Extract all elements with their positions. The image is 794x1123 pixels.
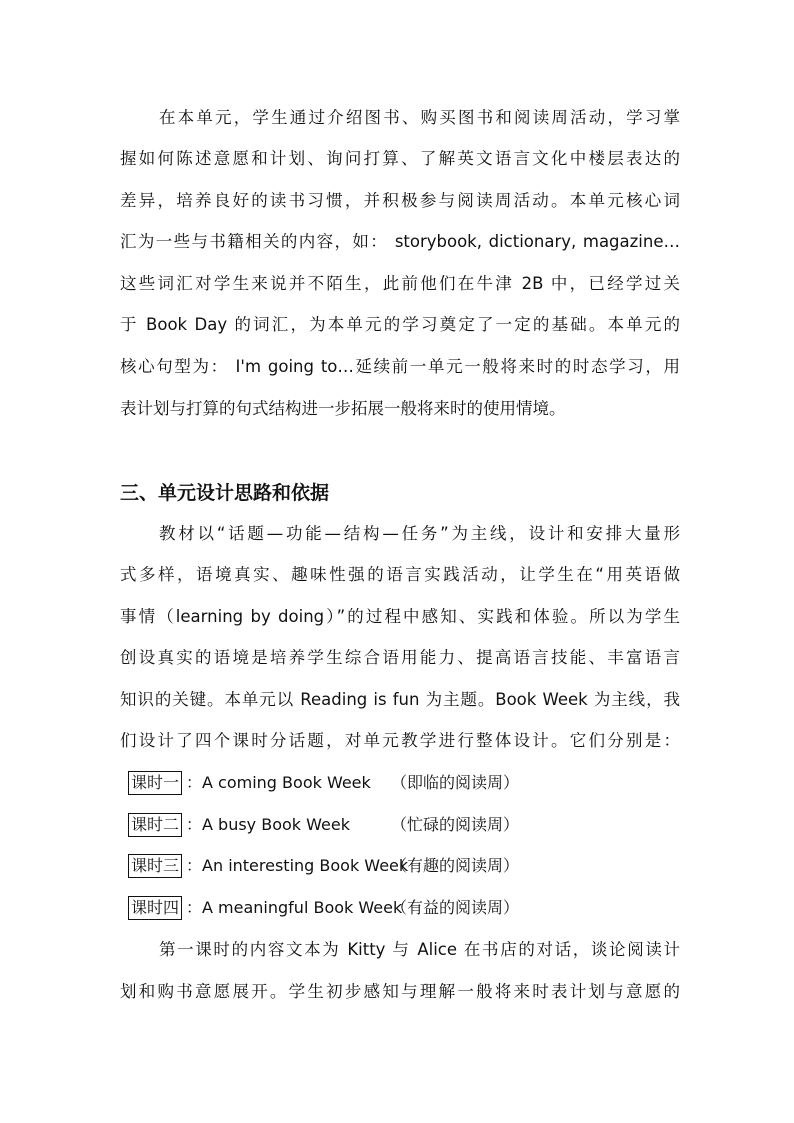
lesson-label: 课时一 bbox=[128, 771, 182, 795]
lesson-title: ：A busy Book Week bbox=[186, 815, 350, 834]
lesson-item bbox=[128, 896, 519, 920]
paragraph2-line: 们设计了四个课时分话题，对单元教学进行整体设计。它们分别是： bbox=[120, 731, 680, 750]
paragraph1-line: 于 Book Day 的词汇，为本单元的学习奠定了一定的基础。本单元的 bbox=[120, 315, 680, 334]
paragraph1-line: 这些词汇对学生来说并不陌生，此前他们在牛津 2B 中，已经学过关 bbox=[120, 274, 680, 293]
paragraph1-line: 在本单元，学生通过介绍图书、购买图书和阅读周活动，学习掌 bbox=[159, 108, 680, 127]
lesson-item bbox=[128, 771, 519, 795]
lesson-label: 课时四 bbox=[128, 896, 182, 920]
paragraph1-line: 表计划与打算的句式结构进一步拓展一般将来时的使用情境。 bbox=[120, 399, 566, 418]
lesson-title: ：A coming Book Week bbox=[186, 773, 371, 792]
paragraph2-line: 事情（learning by doing）”的过程中感知、实践和体验。所以为学生 bbox=[120, 607, 680, 626]
paragraph1-line: 握如何陈述意愿和计划、询问打算、了解英文语言文化中楼层表达的 bbox=[120, 149, 680, 168]
lesson-label: 课时三 bbox=[128, 854, 182, 878]
lesson-chinese: （即临的阅读周） bbox=[391, 773, 520, 792]
section-heading: 三、单元设计思路和依据 bbox=[120, 482, 330, 504]
paragraph2-line: 教材以“话题—功能—结构—任务”为主线，设计和安排大量形 bbox=[159, 524, 680, 543]
lesson-label: 课时二 bbox=[128, 813, 182, 837]
lesson-title: ：An interesting Book Week bbox=[186, 856, 409, 875]
lesson-item bbox=[128, 813, 519, 837]
lesson-title: ：A meaningful Book Week bbox=[186, 898, 403, 917]
paragraph2-line: 式多样，语境真实、趣味性强的语言实践活动，让学生在“用英语做 bbox=[120, 565, 680, 584]
paragraph2-line: 创设真实的语境是培养学生综合语用能力、提高语言技能、丰富语言 bbox=[120, 648, 680, 667]
paragraph3-line: 第一课时的内容文本为 Kitty 与 Alice 在书店的对话，谈论阅读计 bbox=[159, 940, 680, 959]
paragraph3-line: 划和购书意愿展开。学生初步感知与理解一般将来时表计划与意愿的 bbox=[120, 982, 680, 1001]
lesson-chinese: （忙碌的阅读周） bbox=[391, 815, 520, 834]
lesson-chinese: （有趣的阅读周） bbox=[391, 856, 520, 875]
paragraph1-line: 汇为一些与书籍相关的内容，如： storybook, dictionary, magazine… bbox=[120, 232, 680, 251]
lesson-item bbox=[128, 854, 519, 878]
paragraph1-line: 核心句型为： I'm going to…延续前一单元一般将来时的时态学习，用 bbox=[120, 357, 680, 376]
lesson-chinese: （有益的阅读周） bbox=[391, 898, 520, 917]
paragraph1-line: 差异，培养良好的读书习惯，并积极参与阅读周活动。本单元核心词 bbox=[120, 191, 680, 210]
paragraph2-line: 知识的关键。本单元以 Reading is fun 为主题。Book Week 为主线，我 bbox=[120, 690, 680, 709]
